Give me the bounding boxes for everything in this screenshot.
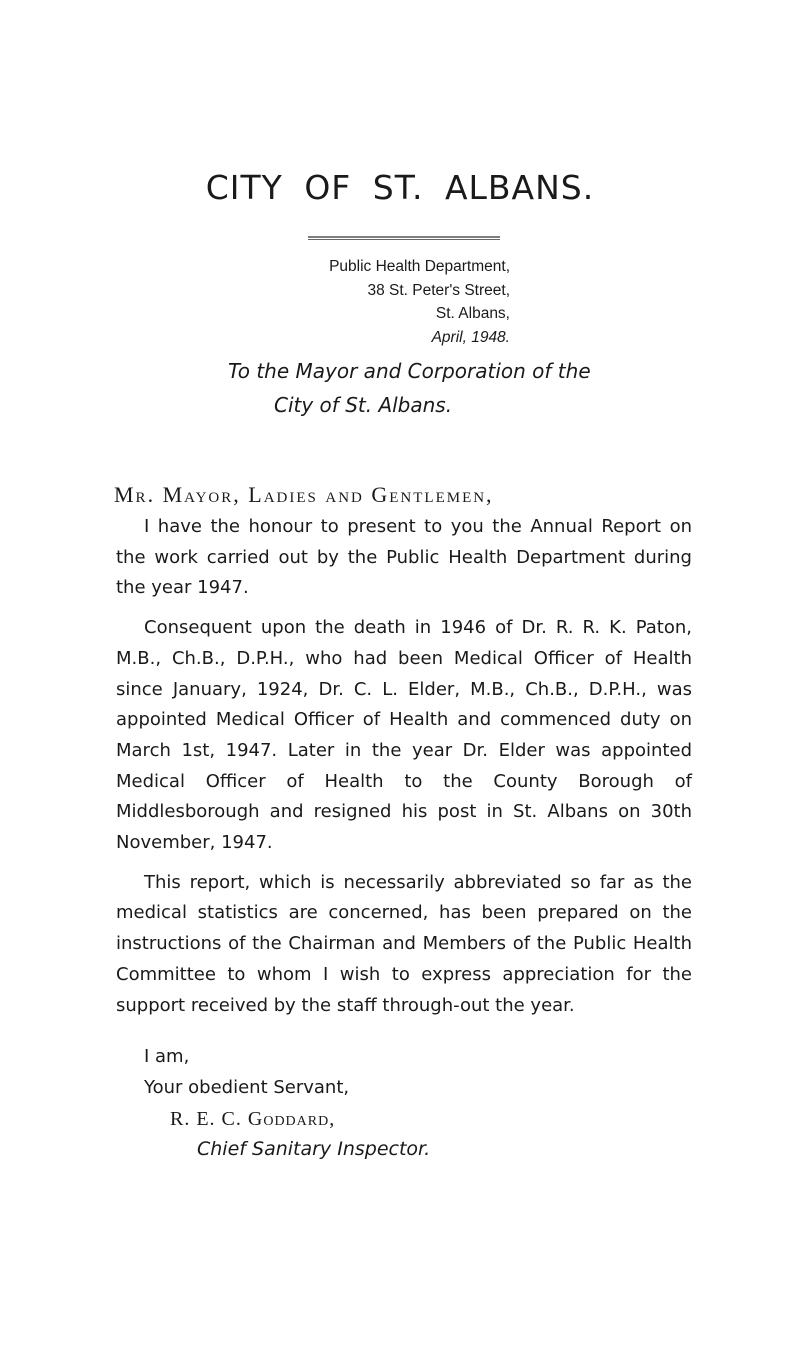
paragraph-3: This report, which is necessarily abbreviated so far as the medical statistics are concerned, has been prepared on the instructions of the Chairman and Members of the Public Health Committee to whom I wish to express appreciation for the support received by the staff through-out the year. [116,871,692,1016]
address-date: April, 1948. [431,328,510,346]
paragraph-1: I have the honour to present to you the Annual Report on the work carried out by the Public Health Department during the year 1947. [116,516,692,599]
addressee-line-1: To the Mayor and Corporation of the [228,359,591,383]
document-title: CITY OF ST. ALBANS. [205,168,595,207]
letter-body [116,512,692,1021]
signatory-name: R. E. C. Goddard, [170,1108,336,1130]
addressee-line-2: City of St. Albans. [274,393,453,417]
closing-line-2: Your obedient Servant, [144,1077,350,1098]
sender-address [329,255,510,349]
paragraph-2: Consequent upon the death in 1946 of Dr. R. R. K. Paton, M.B., Ch.B., D.P.H., who had been Medical Officer of Health since January, 1924, Dr. C. L. Elder, M.B., Ch.B., D.P.H., was appointed Medical Officer of Health and commenced duty on March 1st, 1947. Later in the year Dr. Elder was appointed Medical Officer of Health to the County Borough of Middlesborough and resigned his post in St. Albans on 30th November, 1947. [116,617,692,854]
salutation: Mr. Mayor, Ladies and Gentlemen, [114,482,494,507]
address-street: 38 St. Peter's Street, [367,281,510,299]
closing-line-1: I am, [144,1046,190,1067]
signatory-title: Chief Sanitary Inspector. [197,1138,431,1160]
address-department: Public Health Department, [329,258,510,275]
address-city: St. Albans, [435,305,510,322]
title-rule [308,235,500,241]
addressee [228,354,648,422]
